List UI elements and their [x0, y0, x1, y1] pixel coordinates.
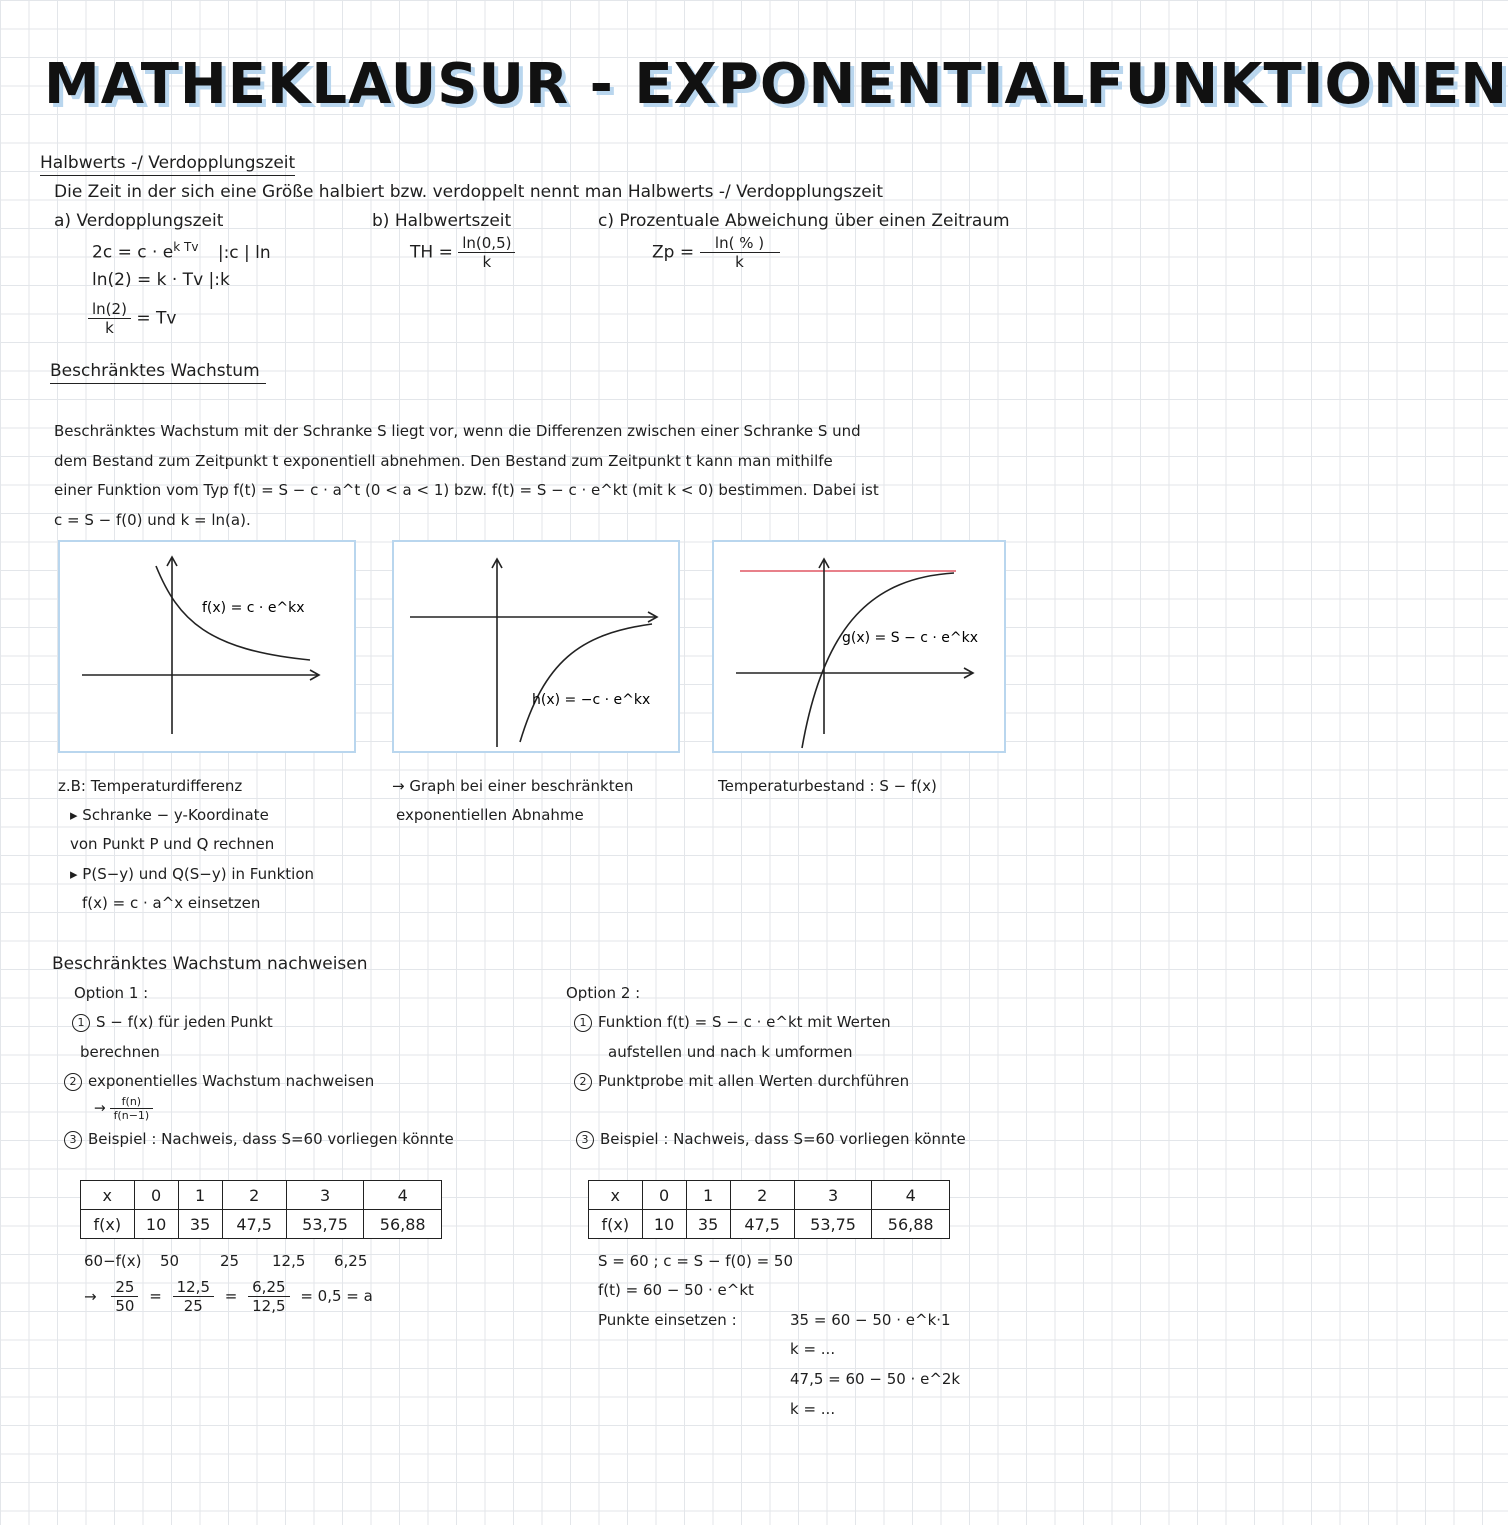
option2-line5: 47,5 = 60 − 50 · e^2k [790, 1370, 961, 1388]
ratio-row: → $\frac{25}{50}$ = $\frac{12,5}{25}$ = $\frac{6,25}{12,5}$ = 0,5 = a [84, 1278, 373, 1315]
table-cell: 10 [642, 1210, 686, 1239]
diff-value: 25 [220, 1252, 240, 1270]
graph3-label: g(x) = S − c · e^kx [842, 630, 979, 646]
example-line-2: von Punkt P und Q rechnen [70, 835, 275, 853]
table-cell: 47,5 [730, 1210, 794, 1239]
option1-table [80, 1180, 442, 1239]
bounded-heading: Beschränktes Wachstum [50, 361, 266, 384]
option2-line4: k = ... [790, 1340, 836, 1358]
b-formula: TH = $\frac{\ln(0,5)}{k}$ [410, 234, 515, 271]
b-label: b) Halbwertszeit [372, 211, 512, 231]
option2-line3-label: Punkte einsetzen : [598, 1311, 737, 1329]
table-cell: 1 [686, 1181, 730, 1210]
graph-2 [394, 542, 678, 751]
table-row [81, 1181, 442, 1210]
table-cell: 53,75 [794, 1210, 872, 1239]
graph-box-1 [58, 540, 356, 753]
table-cell: 4 [364, 1181, 442, 1210]
option2-step2: 2 Punktprobe mit allen Werten durchführen [574, 1072, 909, 1091]
diff-value: 6,25 [334, 1252, 368, 1270]
table-cell: 56,88 [364, 1210, 442, 1239]
graph-box-3 [712, 540, 1006, 753]
option2-line3: 35 = 60 − 50 · e^k·1 [790, 1311, 951, 1329]
table-cell: 0 [642, 1181, 686, 1210]
table-row [589, 1181, 950, 1210]
table-cell: 2 [222, 1181, 286, 1210]
table-cell: 35 [686, 1210, 730, 1239]
diff-value: 12,5 [272, 1252, 306, 1270]
a-line2: ln(2) = k · Tv |:k [92, 270, 230, 290]
table-row [81, 1210, 442, 1239]
diff-value: 50 [160, 1252, 180, 1270]
arrow-text-2: exponentiellen Abnahme [396, 806, 584, 824]
table-cell: 35 [178, 1210, 222, 1239]
option2-label: Option 2 : [566, 984, 641, 1002]
table-cell: 47,5 [222, 1210, 286, 1239]
table-row [589, 1210, 950, 1239]
bounded-p2: dem Bestand zum Zeitpunkt t exponentiell abnehmen. Den Bestand zum Zeitpunkt t kann man mithilfe [54, 452, 833, 470]
table-cell: f(x) [589, 1210, 643, 1239]
table-cell: 56,88 [872, 1210, 950, 1239]
option2-line2: f(t) = 60 − 50 · e^kt [598, 1281, 754, 1299]
page-title: MATHEKLAUSUR - EXPONENTIALFUNKTIONEN [44, 52, 1508, 117]
option2-step3: 3 Beispiel : Nachweis, dass S=60 vorliegen könnte [576, 1130, 966, 1149]
option1-step1b: berechnen [80, 1043, 160, 1061]
table-cell: 53,75 [286, 1210, 364, 1239]
graph2-label: h(x) = −c · e^kx [532, 692, 651, 708]
option1-step2: 2 exponentielles Wachstum nachweisen [64, 1072, 374, 1091]
graph1-label: f(x) = c · e^kx [202, 600, 305, 616]
example-line-4: f(x) = c · a^x einsetzen [82, 894, 261, 912]
option2-table [588, 1180, 950, 1239]
a-label: a) Verdopplungszeit [54, 211, 224, 231]
table-cell: 10 [134, 1210, 178, 1239]
c-formula: Zp = $\frac{\ln( \% )}{k}$ [652, 234, 780, 271]
option2-line6: k = ... [790, 1400, 836, 1418]
example-line-1: ▸ Schranke − y-Koordinate [70, 806, 269, 824]
bounded-p4: c = S − f(0) und k = ln(a). [54, 511, 251, 529]
graph-box-2 [392, 540, 680, 753]
graph-1 [60, 542, 354, 751]
option2-step1: 1 Funktion f(t) = S − c · e^kt mit Werten [574, 1013, 891, 1032]
table-cell: x [589, 1181, 643, 1210]
a-line3: $\frac{\ln(2)}{k}$ = Tv [88, 300, 176, 337]
table-cell: 0 [134, 1181, 178, 1210]
example-line-3: ▸ P(S−y) und Q(S−y) in Funktion [70, 865, 315, 883]
option1-step3: 3 Beispiel : Nachweis, dass S=60 vorliegen könnte [64, 1130, 454, 1149]
option2-line1: S = 60 ; c = S − f(0) = 50 [598, 1252, 793, 1270]
table-cell: 3 [794, 1181, 872, 1210]
diff-label: 60−f(x) [84, 1252, 142, 1270]
half-intro: Die Zeit in der sich eine Größe halbiert bzw. verdoppelt nennt man Halbwerts -/ Verdopplungszeit [54, 182, 884, 202]
proof-heading: Beschränktes Wachstum nachweisen [52, 954, 368, 974]
temperature-stock: Temperaturbestand : S − f(x) [718, 777, 937, 795]
option1-step1: 1 S − f(x) für jeden Punkt [72, 1013, 273, 1032]
table-cell: f(x) [81, 1210, 135, 1239]
option1-step2-fraction: → $\frac{f(n)}{f(n-1)}$ [94, 1095, 153, 1122]
option2-step1b: aufstellen und nach k umformen [608, 1043, 853, 1061]
table-cell: 2 [730, 1181, 794, 1210]
table-cell: 4 [872, 1181, 950, 1210]
bounded-p1: Beschränktes Wachstum mit der Schranke S liegt vor, wenn die Differenzen zwischen einer Schranke S und [54, 422, 861, 440]
c-label: c) Prozentuale Abweichung über einen Zeitraum [598, 211, 1010, 231]
half-heading: Halbwerts -/ Verdopplungszeit [40, 153, 295, 176]
option1-label: Option 1 : [74, 984, 149, 1002]
negative-decay-curve [520, 624, 652, 742]
table-cell: 3 [286, 1181, 364, 1210]
table-cell: 1 [178, 1181, 222, 1210]
arrow-text-1: → Graph bei einer beschränkten [392, 777, 634, 795]
table-cell: x [81, 1181, 135, 1210]
bounded-p3: einer Funktion vom Typ f(t) = S − c · a^t (0 < a < 1) bzw. f(t) = S − c · e^kt (mit k < 0) bestimmen. Dabei ist [54, 481, 879, 499]
graph-3 [714, 542, 1004, 751]
example-line-0: z.B: Temperaturdifferenz [58, 777, 243, 795]
a-line1: $2c = c \cdot e^{k Tv}$ |:c | ln [92, 240, 271, 263]
